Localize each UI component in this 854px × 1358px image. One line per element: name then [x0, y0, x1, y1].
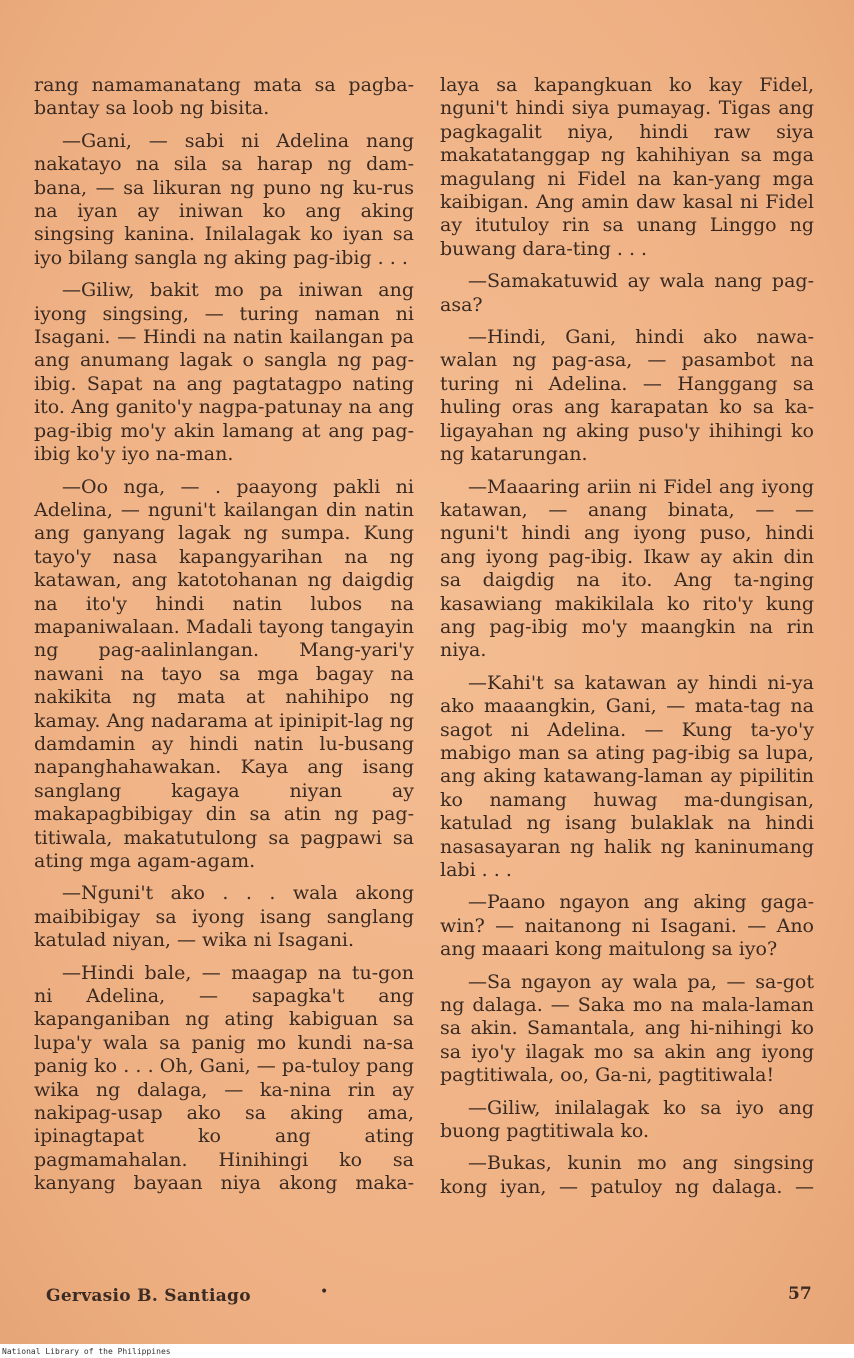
paragraph: —Giliw, bakit mo pa iniwan ang iyong singsing, — turing naman ni Isagani. — Hindi na natin kailangan pa ang anumang lagak o sangla ng pag-ibig. Sapat na ang pagtatagpo nating ito. Ang ganito'y nagpa-patunay na ang pag-ibig mo'y akin lamang at ang pag-ibig ko'y iyo na-man. [34, 279, 414, 466]
paragraph: —Giliw, inilalagak ko sa iyo ang buong pagtitiwala ko. [440, 1096, 814, 1143]
paragraph: —Nguni't ako . . . wala akong maibibigay sa iyong isang sanglang katulad niyan, — wika ni Isagani. [34, 882, 414, 952]
footer-ornament-icon: • [320, 1284, 329, 1300]
paragraph: —Samakatuwid ay wala nang pag-asa? [440, 270, 814, 316]
paragraph: —Sa ngayon ay wala pa, — sa-got ng dalaga. — Saka mo na mala-laman sa akin. Samantala, ang hi-nihingi ko sa iyo'y ilagak mo sa akin ang iyong pagtitiwala, oo, Ga-ni, pagtitiwala! [440, 970, 814, 1087]
paragraph: laya sa kapangkuan ko kay Fidel, nguni't hindi siya pumayag. Tigas ang pagkagalit niya, hindi raw siya makatatanggap ng kahihiyan sa mga magulang ni Fidel na kan-yang mga kaibigan. Ang amin daw kasal ni Fidel ay itutuloy rin sa unang Linggo ng buwang dara-ting . . . [440, 74, 814, 260]
page-number: 57 [788, 1284, 812, 1304]
left-text-column [34, 74, 414, 1205]
paragraph: —Paano ngayon ang aking gaga-win? — naitanong ni Isagani. — Ano ang maaari kong maitulong sa iyo? [440, 891, 814, 961]
right-text-column [440, 74, 814, 1208]
paragraph: rang namamanatang mata sa pagba-bantay sa loob ng bisita. [34, 74, 414, 120]
paragraph: —Hindi bale, — maagap na tu-gon ni Adelina, — sapagka't ang kapanganiban ng ating kabiguan sa lupa'y wala sa panig mo kundi na-sa panig ko . . . Oh, Gani, — pa-tuloy pang wika ng dalaga, — ka-nina rin ay nakipag-usap ako sa aking ama, ipinagtapat ko ang ating pagmamahalan. Hinihingi ko sa kanyang bayaan niya akong maka- [34, 961, 414, 1195]
library-credit: National Library of the Philippines [2, 1347, 171, 1356]
paragraph: —Hindi, Gani, hindi ako nawa-walan ng pag-asa, — pasambot na turing ni Adelina. — Hanggang sa huling oras ang karapatan ko sa ka-ligayahan ng aking puso'y ihihingi ko ng katarungan. [440, 326, 814, 466]
paragraph: —Bukas, kunin mo ang singsing kong iyan, — patuloy ng dalaga. — [440, 1152, 814, 1198]
paragraph: —Gani, — sabi ni Adelina nang nakatayo na sila sa harap ng dam-bana, — sa likuran ng puno ng ku-rus na iyan ay iniwan ko ang aking singsing kanina. Inilalagak ko iyan sa iyo bilang sangla ng aking pag-ibig . . . [34, 129, 414, 269]
paragraph: —Oo nga, — . paayong pakli ni Adelina, — nguni't kailangan din natin ang ganyang lagak ng sumpa. Kung tayo'y nasa kapangyarihan na ng katawan, ang katotohanan ng daigdig na ito'y hindi natin lubos na mapaniwalaan. Madali tayong tangayin ng pag-aalinlangan. Mang-yari'y nawani na tayo sa mga bagay na nakikita ng mata at nahihipo ng kamay. Ang nadarama at ipinipit-lag ng damdamin ay hindi natin lu-busang napanghahawakan. Kaya ang isang sanglang kagaya niyan ay makapagbibigay din sa atin ng pag-titiwala, makatutulong sa pagpawi sa ating mga agam-agam. [34, 475, 414, 872]
paragraph: —Maaaring ariin ni Fidel ang iyong katawan, — anang binata, — — nguni't hindi ang iyong puso, hindi ang iyong pag-ibig. Ikaw ay akin din sa daigdig na ito. Ang ta-nging kasawiang makikilala ko rito'y kung ang pag-ibig mo'y maangkin na rin niya. [440, 475, 814, 662]
paragraph: —Kahi't sa katawan ay hindi ni-ya ako maaangkin, Gani, — mata-tag na sagot ni Adelina. — Kung ta-yo'y mabigo man sa ating pag-ibig sa lupa, ang aking katawang-laman ay pipilitin ko namang huwag ma-dungisan, katulad ng isang bulaklak na hindi nasasayaran ng halik ng kaninumang labi . . . [440, 671, 814, 881]
footer-author: Gervasio B. Santiago [46, 1286, 251, 1306]
